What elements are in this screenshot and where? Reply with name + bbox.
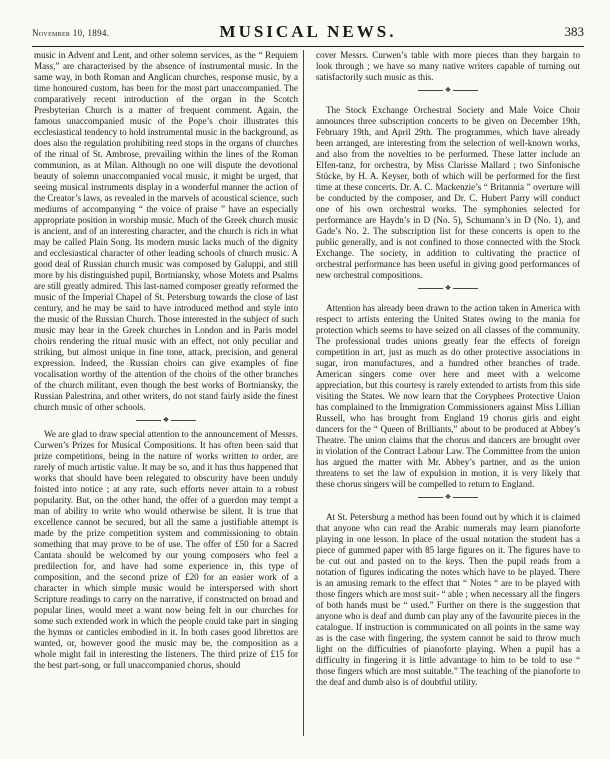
- section-ornament: [136, 416, 196, 426]
- issue-date: November 10, 1894.: [32, 28, 110, 38]
- section-ornament: [418, 284, 478, 294]
- column-divider: [303, 50, 304, 736]
- left-column: [34, 50, 298, 671]
- article-paragraph: Attention has already been drawn to the action taken in America with respect to artists entering the United States owing to the mania for protection which seems to have seized on all classes of the community. The professional trades unions greatly fear the effects of foreign competition in art, just as much as do other protective associations in sugar, iron manufactures, and a hundred other branches of trade. American singers come over here and meet with a welcome appreciation, but this courtesy is rarely extended to artists from this side visiting the States. We now learn that the Coryphees Protective Union has complained to the Immigration Commissioners against Miss Lillian Russell, who has brought from England 19 chorus girls and eight dancers for the “ Queen of Brilliants,” about to be produced at Abbey’s Theatre. The union claims that the chorus and dancers are brought over in violation of the Contract Labour Law. The Committee from the union has argued the matter with Mr. Abbey’s partner, and as the union threatens to set the law of expulsion in motion, it is very likely that these chorus singers will be compelled to return to England.: [316, 303, 580, 489]
- article-paragraph: The Stock Exchange Orchestral Society and Male Voice Choir announces three subscription concerts to be given on December 19th, February 19th, and April 29th. The programmes, which have already been arranged, are interesting from the selection of well-known works, and also from the novelties to be performed. These latter include an Elfen-tanz, for orchestra, by Miss Clarisse Mallard ; two Sinfonische Stücke, by H. A. Keyser, both of which will be performed for the first time at these concerts. Dr. A. C. Mackenzie’s “ Britannia ” overture will be conducted by the composer, and Dr. C. Hubert Parry will conduct one of his own orchestral works. The symphonies selected for performance are Haydn’s in D (No. 5), Schumann’s in D (No. 1), and Gade’s No. 2. The subscription list for these concerts is open to the public generally, and is not confined to those connected with the Stock Exchange. The society, in addition to cultivating the practice of orchestral performance has been useful in giving good performances of new orchestral compositions.: [316, 105, 580, 280]
- article-paragraph: music in Advent and Lent, and other solemn services, as the “ Requiem Mass,” are characterised by the absence of instrumental music. In the same way, in both Roman and Anglican churches, response music, by a time honoured custom, has been for the most part unaccompanied. The comparatively recent introduction of the organ in the Scotch Presbyterian Church is a matter of frequent comment. Again, the famous unaccompanied music of the Pope’s choir illustrates this ecclesiastical tendency to hold instrumental music in the background, as does also the regulation prohibiting reed stops in the organs of churches of the ritual of St. Ambrose, prevailing within the lines of the Roman communion, as at Milan. Although no one will dispute the devotional beauty of solemn unaccompanied vocal music, it might be urged, that seeing musical instruments display in a wonderful manner the action of the Creator’s laws, as revealed in the marvels of acoustical science, such mediums of accompanying “ the voice of praise ” have an especially appropriate position in worship music. Much of the Greek church music is ancient, and of an interesting character, and the church is rich in what may be called Plain Song. Its modern music lacks much of the dignity and ecclesiastical character of other leading schools of church music. A good deal of Russian church music was composed by Galuppi, and still more by his distinguished pupil, Bortniansky, whose Motets and Psalms are still greatly admired. This last-named composer greatly reformed the music of the Imperial Chapel of St. Petersburg towards the close of last century, and he may be said to have introduced method and style into the music of the Russian Church. Those interested in the subject of such music may hear in the Greek churches in London and in Paris model choirs rendering the ritual music with an effect, not only peculiar and striking, but almost unique in fine tone, attack, precision, and general expression. Indeed, the Russian choirs can give examples of fine vocalisation worthy of the attention of the choirs of the other branches of the church militant, even though the best works of Bortniansky, the Russian Palestrina, and other writers, do not stand fairly aside the finest church music of other schools.: [34, 50, 298, 412]
- page-header: [32, 22, 584, 44]
- masthead-title: MUSICAL NEWS.: [219, 22, 397, 41]
- ornament-glyph: ❖: [444, 86, 452, 94]
- article-paragraph: cover Messrs. Curwen’s table with more pieces than they bargain to look through ; we have so many native writers capable of turning out satisfactorily such music as this.: [316, 50, 580, 82]
- article-paragraph: At St. Petersburg a method has been found out by which it is claimed that anyone who can read the Arabic numerals may learn pianoforte playing in one lesson. In place of the usual notation the student has a piece of gummed paper with 85 large figures on it. The figures have to be cut out and pasted on to the keys. Then the pupil reads from a notation of figures indicating the notes which have to be played. There is an amusing remark to the effect that “ Notes “ are to be played with those fingers which are most suit- “ able ; when necessary all the fingers of both hands must be “ used.” Further on there is the suggestion that anyone who is deaf and dumb can play any of the favourite pieces in the catalogue. If instruction is communicated on all points in the same way as is the case with fingering, the system cannot be said to throw much light on the difficulties of pianoforte playing. When a pupil has a difficulty in fingering it is little advantage to him to be told to use “ those fingers which are most suitable.” The teaching of the pianoforte to the deaf and dumb also is of doubtful utility.: [316, 512, 580, 687]
- ornament-glyph: ❖: [162, 416, 170, 424]
- article-paragraph: We are glad to draw special attention to the announcement of Messrs. Curwen’s Prizes for Musical Compositions. It has often been said that prize competitions, being in the nature of works written to order, are rarely of much artistic value. It may be so, and it has thus happened that works that should have been relegated to obscurity have been unduly foisted into notice ; at any rate, such efforts never attain to a robust popularity. But, on the other hand, the offer of a guerdon may tempt a man of ability to write who would otherwise be silent. It is true that excellence cannot be secured, but all the same a justifiable attempt is made by the prize competition system and commissioning to obtain something that may prove to be of use. The offer of £50 for a Sacred Cantata should be welcomed by our young composers who feel a predilection for, and have had some experience in, this type of composition, and the second prize of £20 for an easier work of a character in which simple music would be interspersed with short Scripture readings to carry on the narrative, if constructed on broad and popular lines, would meet a want now being felt in our churches for some such extended work in which the people could take part in singing the hymns or canticles embodied in it. In both cases good librettos are wanted, or, however good the music may be, the composition as a whole might fail in interesting the listeners. The third prize of £15 for the best part-song, or full unaccompanied chorus, should: [34, 429, 298, 670]
- section-ornament: [418, 86, 478, 96]
- page-number: 383: [564, 24, 584, 39]
- header-rule: [32, 46, 584, 47]
- right-column: [316, 50, 580, 688]
- ornament-glyph: ❖: [444, 284, 452, 292]
- section-ornament: [418, 493, 478, 503]
- ornament-glyph: ❖: [444, 493, 452, 501]
